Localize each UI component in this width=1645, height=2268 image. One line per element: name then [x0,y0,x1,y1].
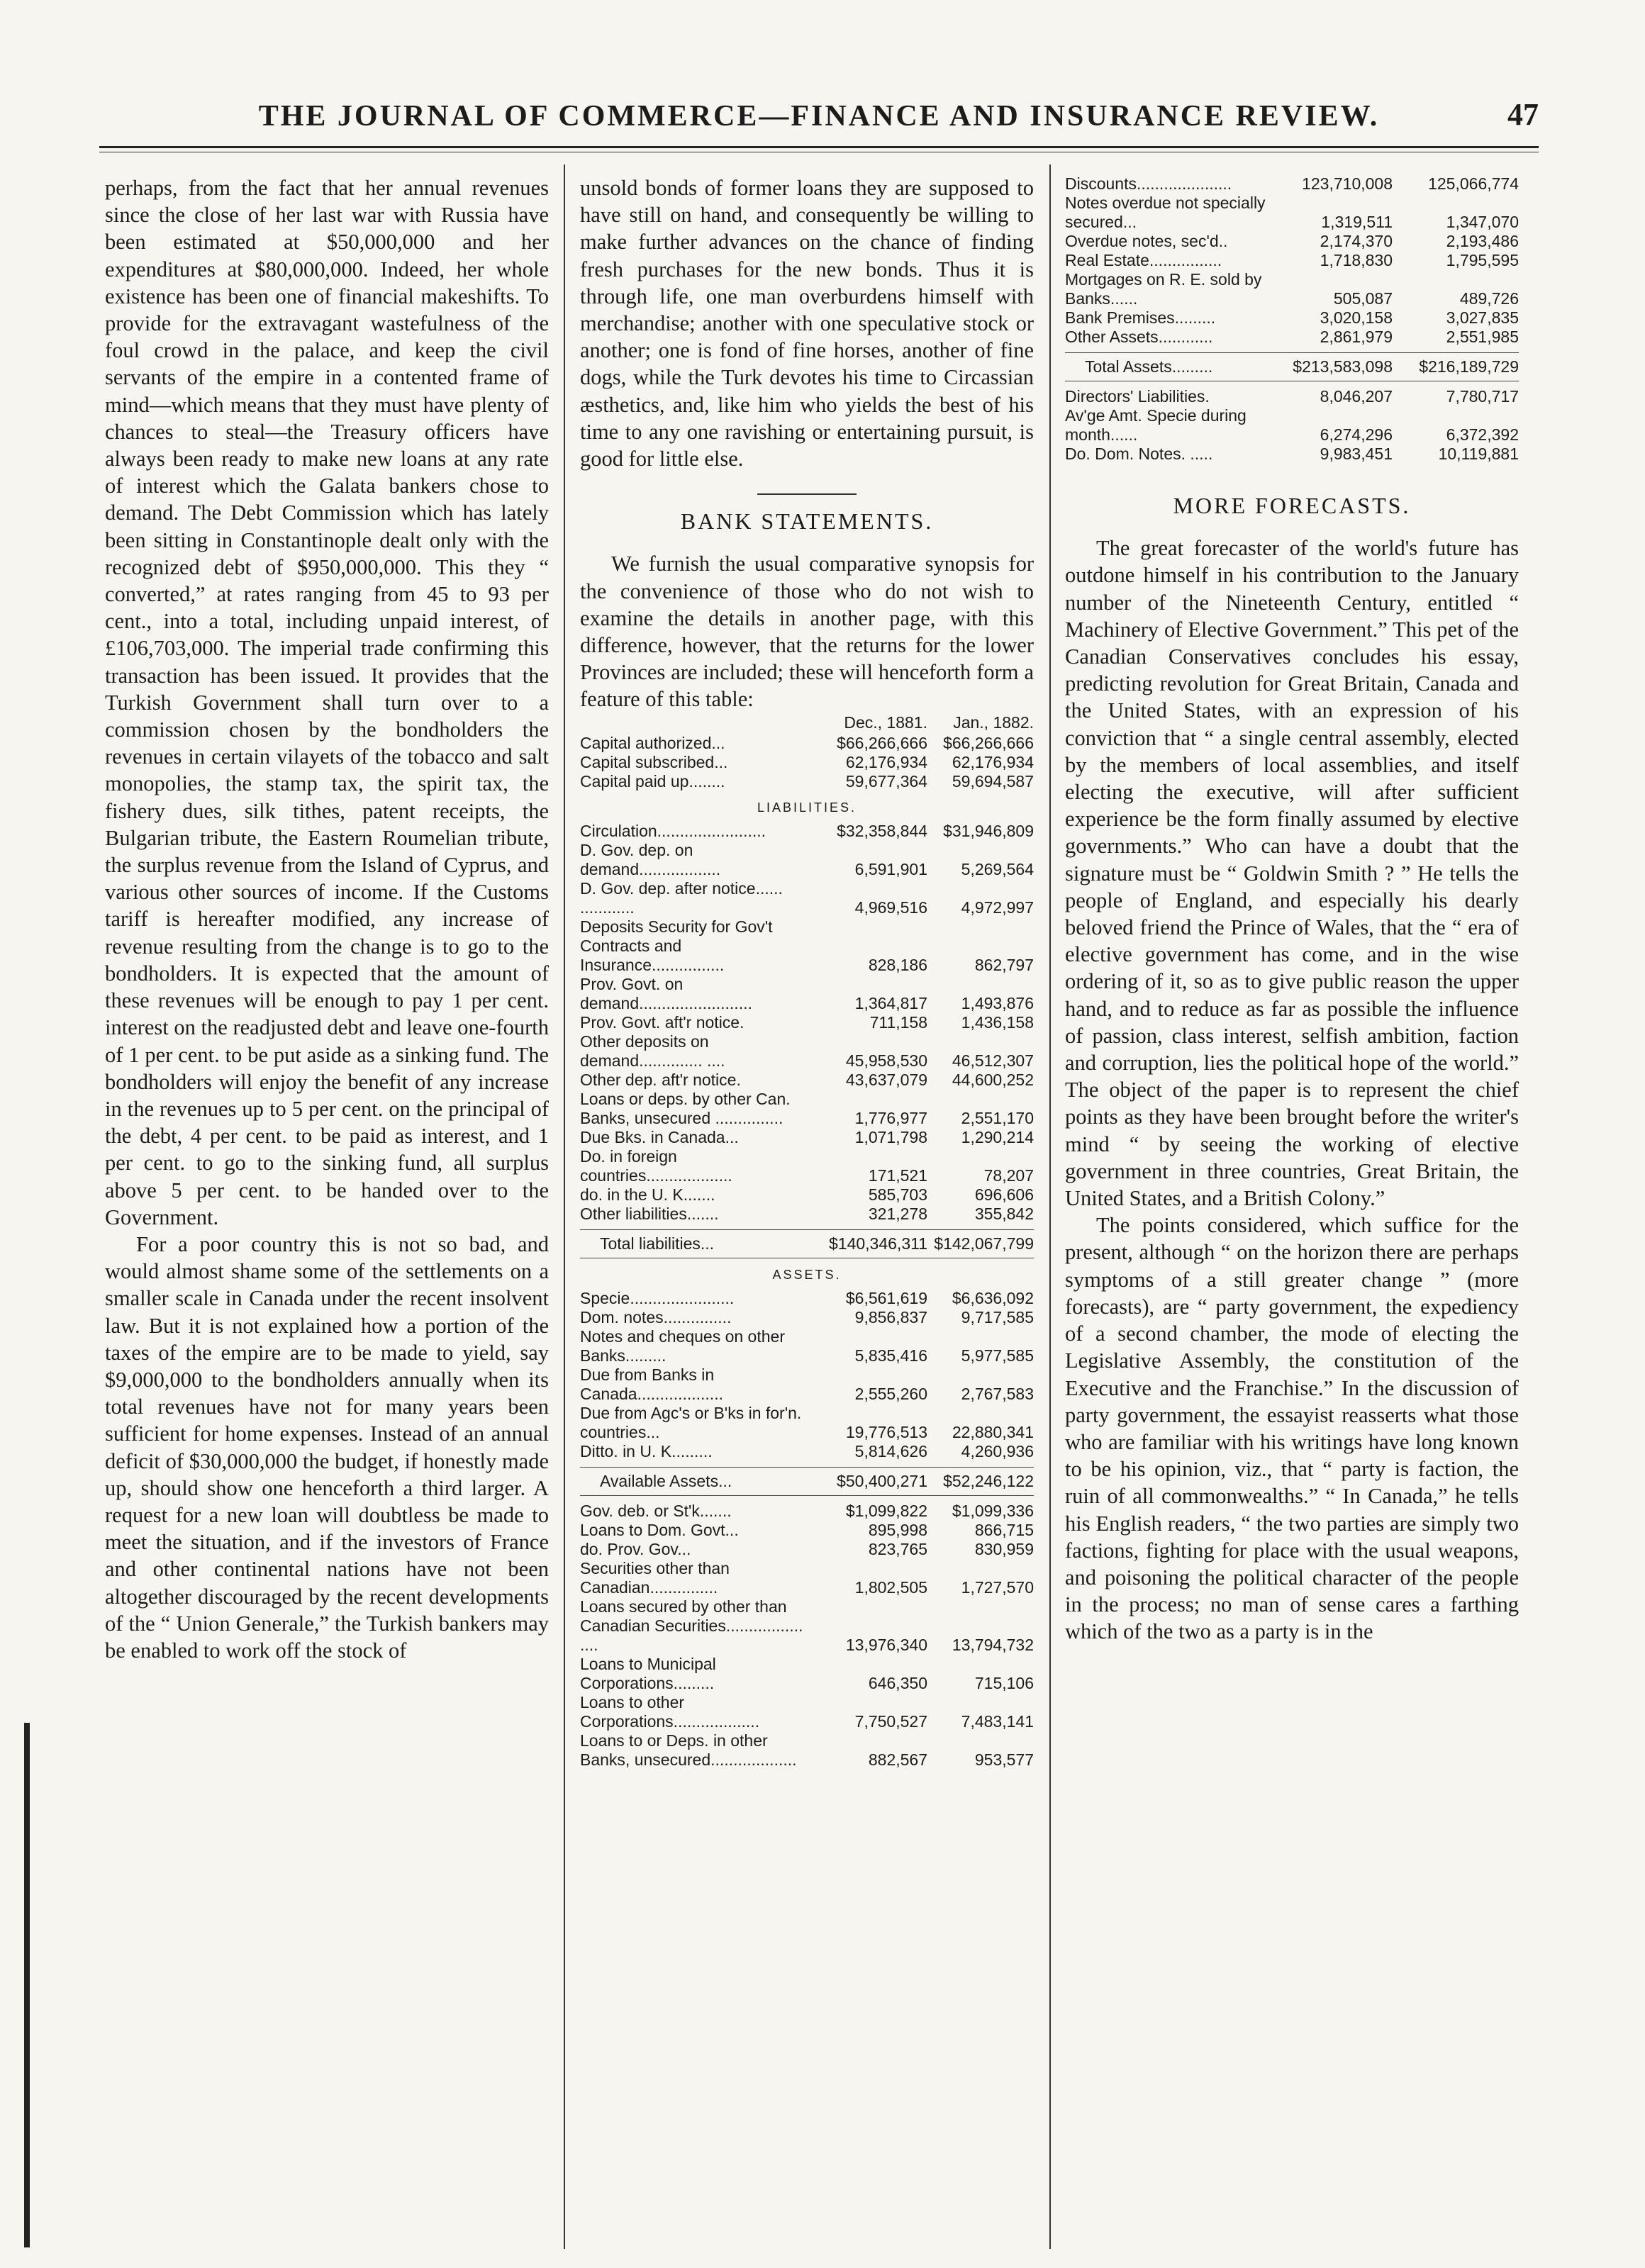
table-row [580,822,1034,841]
row-value: 9,856,837 [854,1307,927,1326]
row-value: $31,946,809 [943,821,1034,840]
table-row [580,1404,1034,1442]
row-label: Prov. Govt. on demand......................... [580,974,752,1012]
table-row [580,1205,1034,1224]
row-value: 1,290,214 [961,1127,1034,1146]
row-value: 882,567 [868,1750,927,1769]
row-value: 4,260,936 [961,1441,1034,1460]
assets-rows [580,1289,1034,1461]
row-label: Loans to Municipal Corporations......... [580,1654,716,1692]
total-liabilities-row: Total liabilities... $140,346,311 $142,067,799 [580,1229,1034,1258]
row-label: Due from Agc's or B'ks in for'n. countries... [580,1403,802,1441]
row-value: 2,555,260 [854,1384,927,1403]
row-label: Due from Banks in Canada................... [580,1365,723,1403]
bank-statement-table-continued [1065,174,1519,464]
article-paragraph: perhaps, from the fact that her annual revenues since the close of her last war with Russia have been estimated at $50,000,000 and her expenditures at $80,000,000. Indeed, her whole existence has been one of financial makeshifts. To provide for the extravagant wastefulness of the foul crowd in the palace, and keep the civil servants of the empire in a contented frame of mind—which means that they must have plenty of chances to steal—the Treasury officers have always been ready to make new loans at any rate of interest which the Galata bankers chose to demand. The Debt Commission which has lately been sitting in Constantinople dealt only with the recognized debt of $950,000,000. This they “ converted,” at rates ranging from 45 to 93 per cent., into a total, including unpaid interest, of £106,703,000. The imperial trade confirming this transaction has been issued. It provides that the Turkish Government shall turn over to a commission chosen by the bondholders the revenues in certain vilayets of the tobacco and salt monopolies, the stamp tax, the spirit tax, the fishery dues, silk tithes, patent receipts, the Bulgarian tribute, the Eastern Roumelian tribute, the surplus revenue from the Island of Cyprus, and various other sources of income. If the Customs tariff is hereafter modified, any increase of revenue resulting from the change is to go to the bondholders. It is expected that the amount of these revenues will be enough to pay 1 per cent. interest on the readjusted debt and leave one-fourth of 1 per cent. to be put aside as a sinking fund. The bondholders will enjoy the benefit of any increase in the revenues up to 5 per cent. on the principal of the debt, 4 per cent. to be paid as interest, and 1 per cent. to go to the sinking fund, all surplus above 5 per cent. to be handed over to the Government. [105,176,549,1229]
article-paragraph: The great forecaster of the world's future has outdone himself in his contribution to the January number of the Nineteenth Century, entitled “ Machinery of Elective Government.” This pet of the Canadian Conservatives concludes his essay, predicting revolution for Great Britain, Canada and the United States, with an expression of his conviction that “ a single central assembly, elected by the members of local assemblies, and itself electing the executive, will after sufficient experience be the form finally assumed by elective governments.” Who can have a doubt that the signature must be “ Goldwin Smith ? ” He tells the people of England, and especially his dearly beloved friend the Prince of Wales, that the “ era of elective government has come, and in the wise ordering of it, so as to give public reason the upper hand, and to reduce as far as possible the influence of passion, class interest, selfish ambition, faction and corruption, lies the political hope of the world.” The object of the paper is to represent the chief points as they have been brought before the writer's mind “ by seeing the working of elective government in three countries, Great Britain, the United States, and a British Colony.” [1065,536,1519,1211]
row-value: 6,372,392 [1446,425,1519,444]
table-row [1065,270,1519,308]
row-value: 823,765 [868,1539,927,1558]
table-row [580,1731,1034,1770]
row-label: Capital subscribed... [580,752,728,771]
row-label: Notes and cheques on other Banks......... [580,1326,785,1365]
row-value: 715,106 [974,1673,1034,1692]
column-divider [1049,164,1051,2249]
row-value: 59,677,364 [845,771,927,791]
row-value: 1,727,570 [961,1577,1034,1597]
row-value: 45,958,530 [845,1051,927,1070]
row-label: Notes overdue not specially secured... [1065,194,1266,231]
row-value: 5,269,564 [961,859,1034,878]
table-row [580,1597,1034,1655]
row-value: $66,266,666 [943,733,1034,752]
assets-rows-continued [1065,174,1519,347]
row-value: 1,071,798 [854,1127,927,1146]
row-value: 8,046,207 [1320,387,1393,406]
row-value: 866,715 [974,1520,1034,1539]
row-label: Overdue notes, sec'd.. [1065,232,1228,250]
table-row [580,1502,1034,1521]
row-value: 1,493,876 [961,993,1034,1012]
table-row [1065,251,1519,270]
row-value: 7,750,527 [854,1711,927,1731]
table-row [1065,387,1519,406]
bank-statements-intro: We furnish the usual comparative synopsis for the convenience of those who do not wish to examine the details in another page, with this difference, however, that the returns for the lower Provinces are included; these will henceforth form a feature of this table: [580,552,1034,712]
table-row [580,1185,1034,1205]
table-row [580,975,1034,1013]
column-header: Jan., 1882. [953,713,1034,732]
table-row [580,879,1034,917]
row-value: 1,347,070 [1446,213,1519,231]
row-value: 1,795,595 [1446,251,1519,269]
table-row [580,734,1034,753]
row-value: 1,436,158 [961,1012,1034,1032]
row-value: $1,099,336 [952,1501,1034,1520]
row-value: 828,186 [868,955,927,974]
row-value: 19,776,513 [845,1422,927,1441]
table-row [580,1559,1034,1597]
table-row [580,1540,1034,1559]
table-row [580,1327,1034,1365]
table-row [580,753,1034,772]
table-row [580,1655,1034,1693]
table-row [580,1289,1034,1308]
row-label: Loans to or Deps. in other Banks, unsecured................... [580,1731,797,1769]
table-row [580,1308,1034,1327]
page-number: 47 [1507,97,1539,132]
row-value: 321,278 [868,1204,927,1223]
bank-statements-heading: BANK STATEMENTS. [680,508,934,535]
row-value: 5,835,416 [854,1346,927,1365]
column-header: Dec., 1881. [844,713,927,732]
row-value: 1,802,505 [854,1577,927,1597]
row-value: 3,027,835 [1446,308,1519,327]
row-value: 355,842 [974,1204,1034,1223]
section-divider [757,493,857,495]
row-label: Prov. Govt. aft'r notice. [580,1012,745,1032]
row-label: Other liabilities....... [580,1204,719,1223]
row-value: 505,087 [1333,289,1393,308]
liabilities-subheading: LIABILITIES. [757,800,857,815]
row-value: 59,694,587 [952,771,1034,791]
row-label: Loans secured by other than Canadian Securities................. .... [580,1597,803,1654]
row-label: Loans to Dom. Govt... [580,1520,739,1539]
journal-title: THE JOURNAL OF COMMERCE—FINANCE AND INSURANCE REVIEW. [258,100,1380,133]
table-row [1065,174,1519,194]
table-row [580,1365,1034,1404]
assets-subheading: ASSETS. [772,1267,842,1282]
row-label: Loans to other Corporations................... [580,1692,760,1731]
row-label: do. in the U. K....... [580,1185,715,1204]
table-row [580,1128,1034,1147]
row-value: 2,861,979 [1320,328,1393,346]
row-value: 44,600,252 [952,1070,1034,1089]
row-value: 1,319,511 [1321,213,1393,231]
row-value: 696,606 [974,1185,1034,1204]
binding-margin-bar [24,1723,30,2247]
row-value: 125,066,774 [1428,174,1519,193]
table-row [1065,232,1519,251]
article-paragraph: unsold bonds of former loans they are supposed to have still on hand, and consequently be willing to make further advances on the chance of finding fresh purchases for the new bonds. Thus it is through life, one man overburdens himself with merchandise; another with one speculative stock or another; one is fond of fine horses, another of fine dogs, while the Turk devotes his time to Circassian æsthetics, and, like him who yields the best of his time to any one ravishing or entertaining pursuit, is good for little else. [580,176,1034,471]
row-value: 6,274,296 [1320,425,1393,444]
row-label: Real Estate................ [1065,251,1222,269]
more-forecasts-heading: MORE FORECASTS. [1173,493,1411,518]
row-value: 9,717,585 [961,1307,1034,1326]
liabilities-rows [580,822,1034,1224]
row-label: do. Prov. Gov... [580,1539,691,1558]
bank-statement-table [580,713,1034,1770]
table-row [1065,308,1519,328]
row-label: Bank Premises......... [1065,308,1216,327]
row-label: Do. Dom. Notes. ..... [1065,445,1213,463]
row-value: 4,969,516 [854,898,927,917]
capital-rows [580,734,1034,791]
article-paragraph: The points considered, which suffice for the present, although “ on the horizon there are perhaps symptoms of a still greater change ” (more forecasts), are “ party government, the expediency of a second chamber, the mode of electing the Legislative Assembly, the constitution of the Executive and the Franchise.” In the discussion of party government, the essayist reasserts what those who are familiar with his writings have long known to be his opinion, viz., that “ party is faction, the ruin of all commonwealths.” “ In Canada,” he tells his English readers, “ the two parties are simply two factions, fighting for place with the usual weapons, and poisoning the political character of the people in the process; no man of sense cares a farthing which of the two as a party is in the [1065,1213,1519,1644]
row-value: $6,561,619 [845,1288,927,1307]
row-value: 6,591,901 [854,859,927,878]
row-value: 62,176,934 [952,752,1034,771]
row-value: 10,119,881 [1438,445,1519,463]
row-value: $6,636,092 [952,1288,1034,1307]
row-value: 1,718,830 [1320,251,1393,269]
table-row [1065,445,1519,464]
table-row [580,841,1034,879]
column-3 [1065,174,1519,2245]
table-row [580,1693,1034,1731]
row-label: Capital paid up........ [580,771,725,791]
row-value: 43,637,079 [845,1070,927,1089]
table-row [580,772,1034,791]
table-row [580,1147,1034,1185]
row-value: 2,767,583 [961,1384,1034,1403]
row-value: 7,780,717 [1446,387,1519,406]
row-label: Specie....................... [580,1288,735,1307]
table-row [580,1521,1034,1540]
row-value: 585,703 [868,1185,927,1204]
available-assets-row: Available Assets... $50,400,271 $52,246,122 [580,1467,1034,1496]
table-row [1065,328,1519,347]
row-value: $1,099,822 [845,1501,927,1520]
row-label: D. Gov. dep. on demand.................. [580,840,721,878]
row-value: 2,174,370 [1320,232,1393,250]
other-assets-rows [580,1502,1034,1770]
row-value: 895,998 [868,1520,927,1539]
row-value: 3,020,158 [1320,308,1393,327]
row-value: 1,364,817 [854,993,927,1012]
header-rule [99,146,1539,148]
table-row [1065,406,1519,445]
table-row [1065,194,1519,232]
row-value: 22,880,341 [952,1422,1034,1441]
row-value: 2,551,170 [961,1108,1034,1127]
row-label: Securities other than Canadian............... [580,1558,730,1597]
row-label: Directors' Liabilities. [1065,387,1210,406]
row-value: 171,521 [868,1166,927,1185]
row-value: 1,776,977 [854,1108,927,1127]
row-value: 5,814,626 [854,1441,927,1460]
row-value: 711,158 [869,1012,927,1032]
table-row [580,1071,1034,1090]
row-label: Gov. deb. or St'k....... [580,1501,732,1520]
row-value: 646,350 [868,1673,927,1692]
row-label: Deposits Security for Gov't Contracts and Insurance................ [580,917,773,974]
row-label: Mortgages on R. E. sold by Banks...... [1065,270,1262,308]
column-2 [580,174,1034,2245]
row-label: Due Bks. in Canada... [580,1127,739,1146]
row-value: 46,512,307 [952,1051,1034,1070]
row-value: 830,959 [974,1539,1034,1558]
row-value: 13,976,340 [845,1635,927,1654]
row-value: 62,176,934 [845,752,927,771]
row-label: Capital authorized... [580,733,725,752]
row-label: Loans or deps. by other Can. Banks, unsecured ............... [580,1089,791,1127]
row-value: 2,551,985 [1446,328,1519,346]
row-value: 9,983,451 [1320,445,1393,463]
table-row [580,1090,1034,1128]
total-assets-row: Total Assets......... $213,583,098 $216,189,729 [1065,352,1519,381]
row-label: Dom. notes............... [580,1307,732,1326]
table-row [580,1013,1034,1032]
row-label: Do. in foreign countries................... [580,1146,732,1185]
row-label: Other dep. aft'r notice. [580,1070,741,1089]
row-label: D. Gov. dep. after notice...... ............ [580,878,783,917]
row-value: 78,207 [983,1166,1034,1185]
memo-rows [1065,387,1519,464]
row-value: 953,577 [974,1750,1034,1769]
row-label: Circulation........................ [580,821,766,840]
table-row [580,1032,1034,1071]
table-row [580,1442,1034,1461]
article-paragraph: For a poor country this is not so bad, and would almost shame some of the settlements on a smaller scale in Canada under the recent insolvent law. But it is not explained how a portion of the taxes of the empire are to be made to yield, say $9,000,000 to the bondholders annually when its total revenues have not for many years been sufficient for home expenses. Instead of an annual deficit of $30,000,000 the budget, if honestly made up, should show one henceforth a third larger. A request for a new loan will doubtless be made to meet the situation, and if the investors of France and other continental nations have not been altogether discouraged by the recent developments of the “ Union Generale,” the Turkish bankers may be enabled to work off the stock of [105,1231,549,1663]
row-value: 7,483,141 [961,1711,1034,1731]
row-label: Av'ge Amt. Specie during month...... [1065,406,1247,444]
row-label: Other Assets............ [1065,328,1213,346]
page-header [99,85,1539,149]
row-value: 5,977,585 [961,1346,1034,1365]
row-label: Ditto. in U. K......... [580,1441,713,1460]
row-value: 123,710,008 [1302,174,1393,193]
row-label: Discounts..................... [1065,174,1232,193]
row-value: $32,358,844 [837,821,927,840]
table-header [580,713,1034,732]
row-value: 489,726 [1459,289,1519,308]
row-value: 2,193,486 [1446,232,1519,250]
row-value: 862,797 [974,955,1034,974]
row-value: 4,972,997 [961,898,1034,917]
row-value: $66,266,666 [837,733,927,752]
column-divider [564,164,565,2249]
row-value: 13,794,732 [952,1635,1034,1654]
table-row [580,917,1034,975]
row-label: Other deposits on demand.............. .... [580,1032,725,1070]
column-1 [105,174,549,2245]
